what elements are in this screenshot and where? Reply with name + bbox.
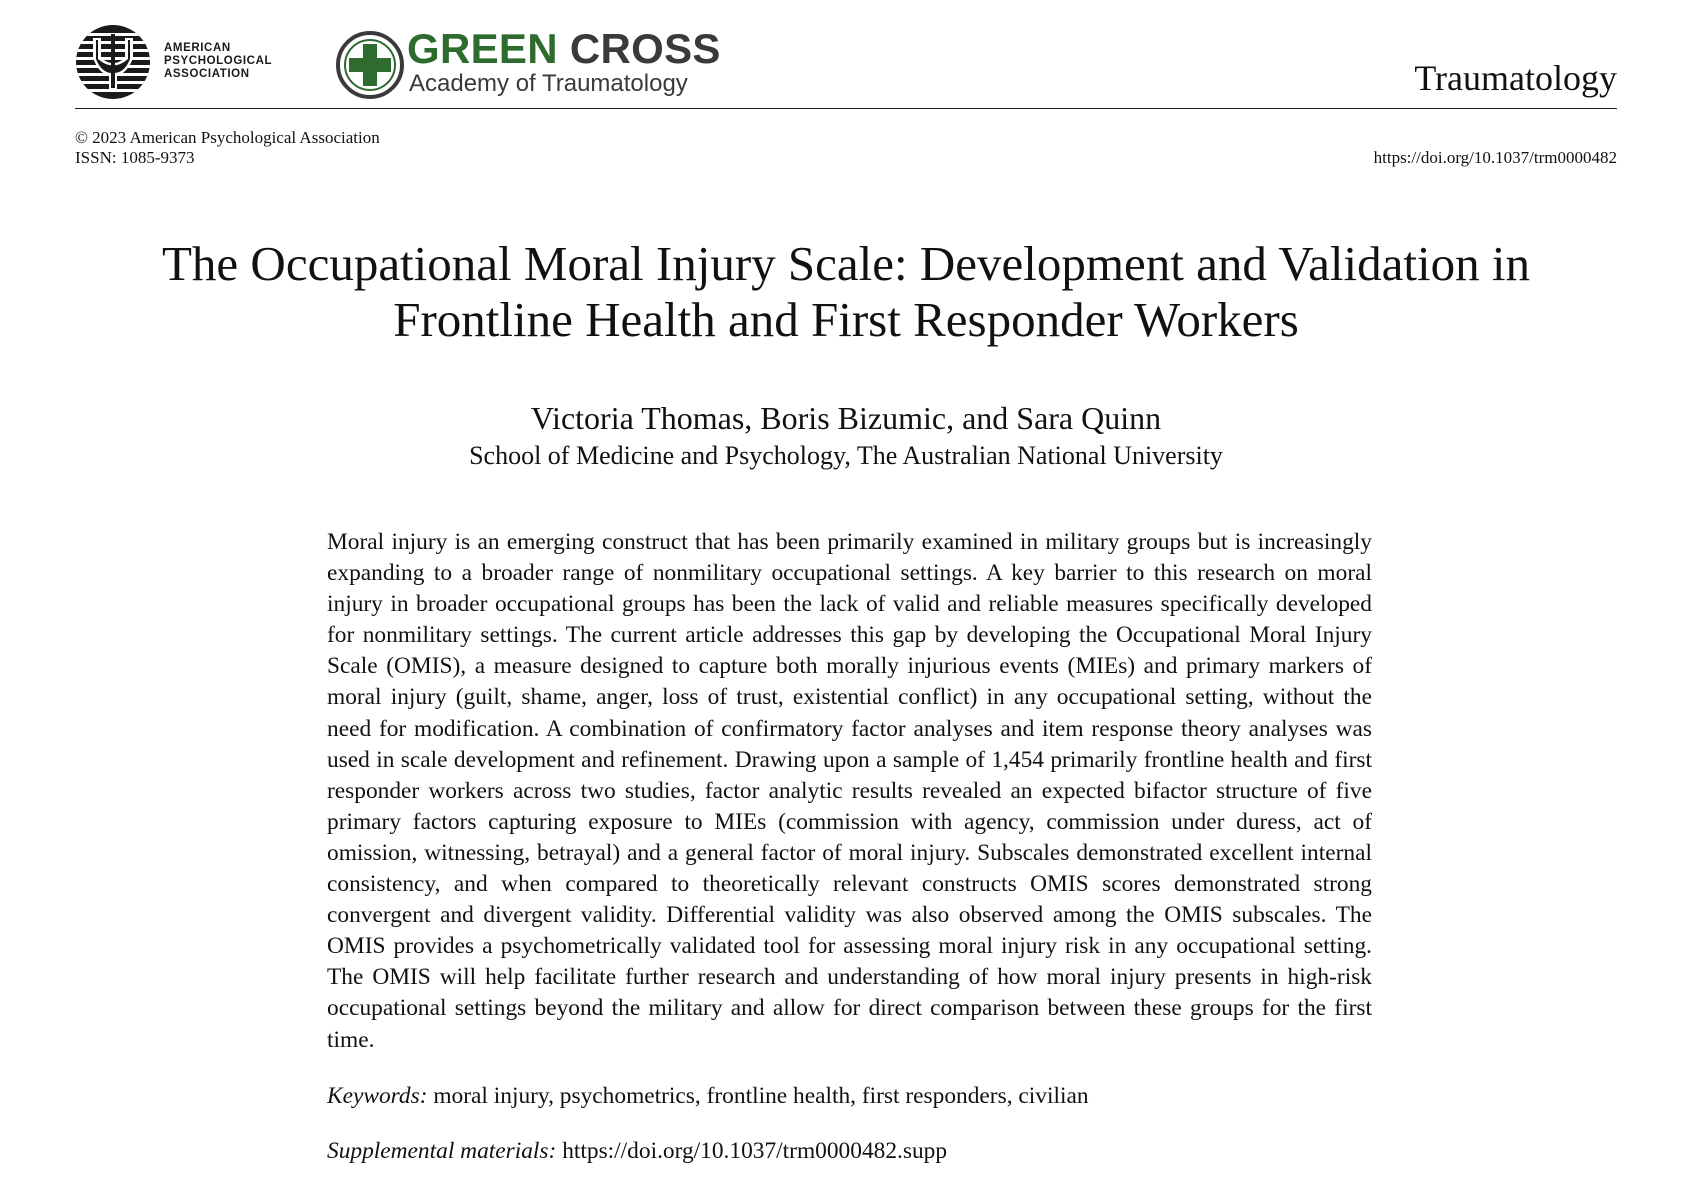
article-title: The Occupational Moral Injury Scale: Development and Validation in Frontline Health and First Responder Workers — [162, 236, 1530, 347]
apa-line-3: ASSOCIATION — [164, 68, 250, 80]
abstract-text: Moral injury is an emerging construct that has been primarily examined in military groups but is increasingly expanding to a broader range of nonmilitary occupational settings. A key barrier to this research on moral injury in broader occupational groups has been the lack of valid and reliable measures specifically developed for nonmilitary settings. The current article addresses this gap by developing the Occupational Moral Injury Scale (OMIS), a measure designed to capture both morally injurious events (MIEs) and primary markers of moral injury (guilt, shame, anger, loss of trust, existential conflict) in any occupational setting, without the need for modification. A combination of confirmatory factor analyses and item response theory analyses was used in scale development and refinement. Drawing upon a sample of 1,454 primarily frontline health and first responder workers across two studies, factor analytic results revealed an expected bifactor structure of five primary factors capturing exposure to MIEs (commission with agency, commission under duress, act of omission, witnessing, betrayal) and a general factor of moral injury. Subscales demonstrated excellent internal consistency, and when compared to theoretically relevant constructs OMIS scores demonstrated strong convergent and divergent validity. Differential validity was also observed among the OMIS subscales. The OMIS provides a psychometrically validated tool for assessing moral injury risk in any occupational setting. The OMIS will help facilitate further research and understanding of how moral injury presents in high-risk occupational settings beyond the military and allow for direct comparison between these groups for the first time. — [327, 529, 1372, 1053]
apa-line-1: AMERICAN — [164, 42, 231, 54]
apa-wordmark — [164, 42, 272, 81]
apa-logo — [75, 24, 285, 100]
keywords-line — [327, 1081, 1372, 1111]
copyright-line: © 2023 American Psychological Association — [75, 128, 380, 147]
header-divider — [75, 108, 1617, 109]
keywords-label: Keywords: — [327, 1083, 428, 1109]
supplemental-label: Supplemental materials: — [327, 1138, 557, 1164]
keywords-list: moral injury, psychometrics, frontline health, first responders, civilian — [433, 1083, 1089, 1109]
green-cross-title-cross: CROSS — [569, 25, 721, 72]
green-cross-title — [407, 26, 721, 72]
copyright-block — [75, 128, 380, 168]
issn-line: ISSN: 1085-9373 — [75, 148, 195, 167]
supplemental-line — [327, 1136, 1372, 1166]
apa-psi-icon — [75, 24, 151, 100]
green-cross-title-green: GREEN — [407, 25, 558, 72]
green-cross-subtitle: Academy of Traumatology — [409, 70, 688, 97]
green-cross-logo — [335, 26, 725, 106]
journal-name: Traumatology — [1414, 58, 1617, 98]
apa-line-2: PSYCHOLOGICAL — [164, 55, 273, 67]
doi-link[interactable]: https://doi.org/10.1037/trm0000482 — [1373, 148, 1617, 167]
article-authors: Victoria Thomas, Boris Bizumic, and Sara Quinn — [530, 400, 1162, 436]
supplemental-link[interactable]: https://doi.org/10.1037/trm0000482.supp — [562, 1138, 948, 1164]
green-cross-icon — [335, 30, 405, 100]
author-affiliation: School of Medicine and Psychology, The Australian National University — [469, 441, 1223, 470]
